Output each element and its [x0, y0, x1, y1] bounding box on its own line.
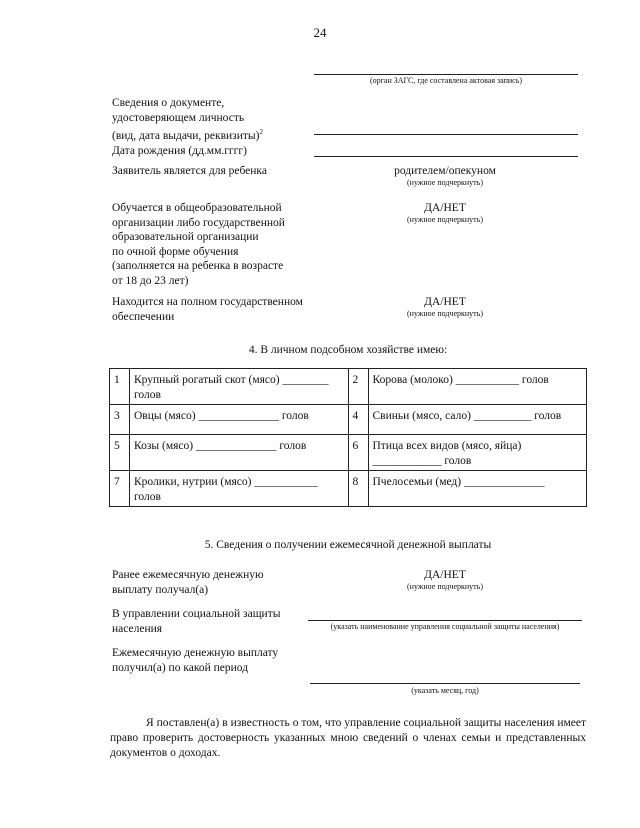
- study-hint: (нужное подчеркнуть): [407, 215, 483, 224]
- item-cow[interactable]: Корова (молоко) ___________ голов: [368, 369, 587, 405]
- item-number: 3: [110, 405, 130, 435]
- zags-caption: (орган ЗАГС, где составлена актовая запись): [369, 76, 523, 85]
- section4-title: 4. В личном подсобном хозяйстве имею:: [248, 344, 448, 356]
- received-value[interactable]: ДА/НЕТ: [424, 569, 466, 581]
- birth-date-input-line[interactable]: [314, 156, 578, 157]
- state-support-value[interactable]: ДА/НЕТ: [424, 296, 466, 308]
- footnote-marker: 2: [259, 128, 263, 136]
- table-row: [110, 435, 587, 471]
- table-row: [110, 369, 587, 405]
- period-label: Ежемесячную денежную выплату получил(а) по какой период: [112, 647, 279, 674]
- item-number: 4: [348, 405, 368, 435]
- item-number: 8: [348, 471, 368, 507]
- applicant-hint: (нужное подчеркнуть): [407, 178, 483, 187]
- declaration-paragraph: Я поставлен(а) в известность о том, что управление социальной защиты населения имеет право проверить достоверность указанных мною сведений о членах семьи и представленных документов о доходах.: [110, 717, 586, 759]
- item-bees[interactable]: Пчелосемьи (мед) ______________: [368, 471, 587, 507]
- state-support-label: Находится на полном государственном обеспечении: [112, 296, 303, 323]
- item-rabbits[interactable]: Кролики, нутрии (мясо) ___________ голов: [130, 471, 349, 507]
- item-goats[interactable]: Козы (мясо) ______________ голов: [130, 435, 349, 471]
- document-label: Сведения о документе, удостоверяющем личность (вид, дата выдачи, реквизиты)$^2$: [112, 97, 263, 142]
- item-pigs[interactable]: Свиньи (мясо, сало) __________ голов: [368, 405, 587, 435]
- section5-title: 5. Сведения о получении ежемесячной денежной выплаты: [204, 539, 492, 551]
- page-number: 24: [313, 25, 327, 40]
- study-label: Обучается в общеобразовательной организации либо государственной образовательной организации по очной форме обучения (заполняется на ребенка в возрасте от 18 до 23 лет): [112, 202, 285, 287]
- item-number: 2: [348, 369, 368, 405]
- received-label: Ранее ежемесячную денежную выплату получал(а): [112, 569, 264, 596]
- state-support-hint: (нужное подчеркнуть): [407, 309, 483, 318]
- item-number: 7: [110, 471, 130, 507]
- applicant-value[interactable]: родителем/опекуном: [394, 165, 496, 177]
- received-hint: (нужное подчеркнуть): [407, 582, 483, 591]
- office-label: В управлении социальной защиты населения: [112, 608, 281, 635]
- item-sheep[interactable]: Овцы (мясо) ______________ голов: [130, 405, 349, 435]
- zags-line[interactable]: [314, 74, 578, 75]
- item-cattle[interactable]: Крупный рогатый скот (мясо) ________ голов: [130, 369, 349, 405]
- period-hint: (указать месяц, год): [411, 686, 479, 695]
- item-number: 6: [348, 435, 368, 471]
- household-table: [109, 368, 587, 507]
- office-input-line[interactable]: [308, 620, 582, 621]
- period-input-line[interactable]: [310, 683, 580, 684]
- applicant-label: Заявитель является для ребенка: [112, 165, 267, 177]
- item-poultry[interactable]: Птица всех видов (мясо, яйца) ____________ голов: [368, 435, 587, 471]
- study-value[interactable]: ДА/НЕТ: [424, 202, 466, 214]
- item-number: 5: [110, 435, 130, 471]
- item-number: 1: [110, 369, 130, 405]
- document-input-line[interactable]: [314, 134, 578, 135]
- table-row: [110, 471, 587, 507]
- table-row: [110, 405, 587, 435]
- birth-date-label: Дата рождения (дд.мм.гггг): [112, 145, 247, 157]
- office-hint: (указать наименование управления социальной защиты населения): [330, 622, 560, 631]
